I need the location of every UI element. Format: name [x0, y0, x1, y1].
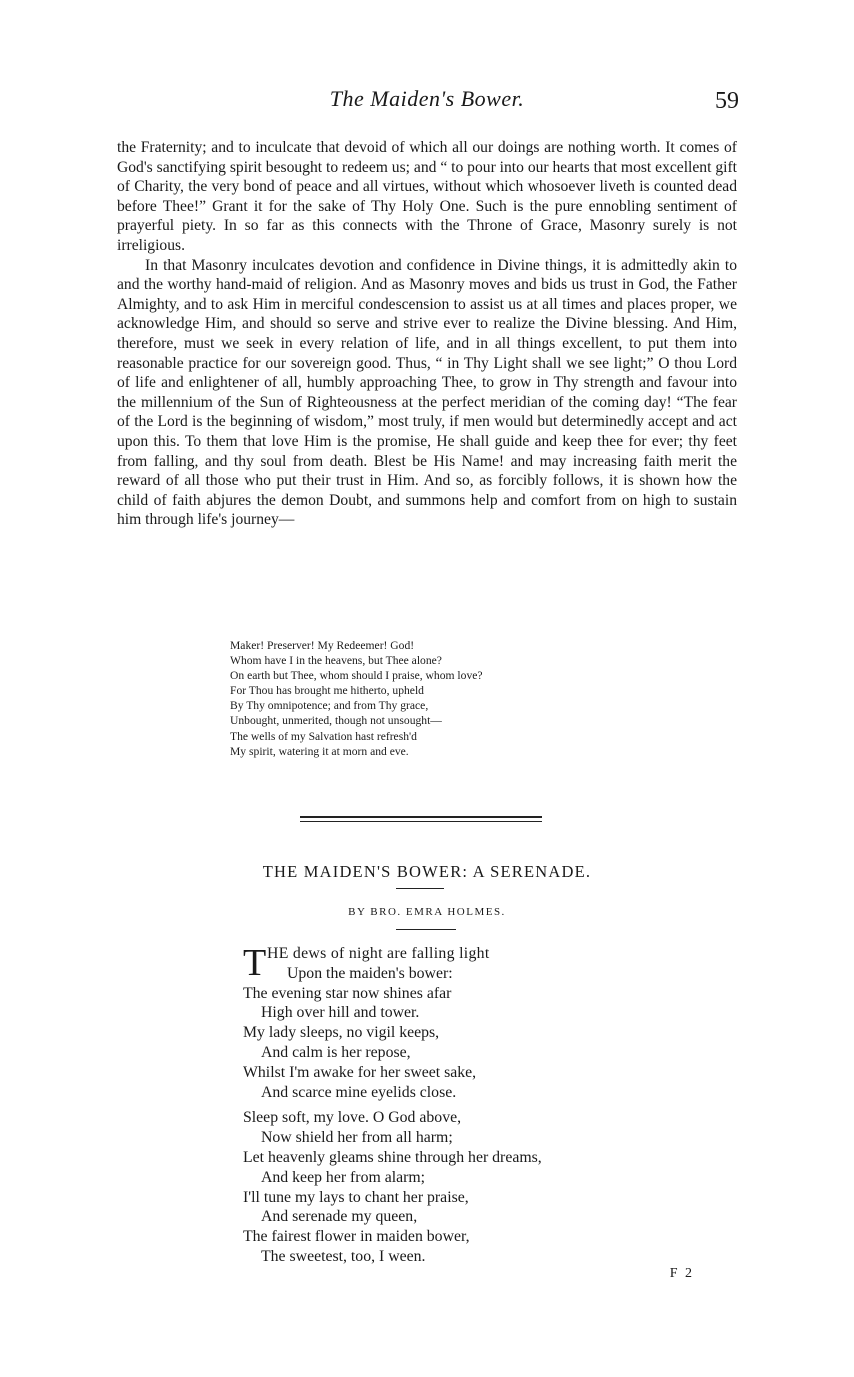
hymn-line: For Thou has brought me hitherto, upheld [230, 684, 424, 698]
byline-rule [396, 929, 456, 930]
signature-mark: F 2 [669, 1266, 694, 1281]
poem-line: Upon the maiden's bower: [287, 964, 453, 982]
hymn-line: Unbought, unmerited, though not unsought— [230, 714, 442, 728]
poem [243, 944, 663, 1267]
poem-line: The sweetest, too, I ween. [261, 1247, 426, 1265]
poem-line: HE dews of night are falling light [267, 945, 490, 962]
poem-line: I'll tune my lays to chant her praise, [243, 1188, 469, 1206]
poem-line: And keep her from alarm; [261, 1168, 426, 1186]
body-prose [117, 138, 737, 530]
hymn-line: By Thy omnipotence; and from Thy grace, [230, 699, 429, 713]
section-divider [300, 816, 542, 822]
poem-line: Now shield her from all harm; [261, 1129, 453, 1147]
title-rule [396, 888, 444, 889]
poem-line: And calm is her repose, [261, 1043, 411, 1061]
poem-line: Sleep soft, my love. O God above, [243, 1109, 462, 1127]
poem-line: The fairest flower in maiden bower, [243, 1228, 470, 1246]
poem-line: And scarce mine eyelids close. [261, 1083, 457, 1101]
page-number: 59 [715, 88, 739, 114]
poem-line: And serenade my queen, [261, 1208, 418, 1226]
poem-line: The evening star now shines afar [243, 984, 452, 1002]
hymn-line: On earth but Thee, whom should I praise, whom love? [230, 669, 483, 683]
running-title: The Maiden's Bower. [329, 86, 525, 111]
drop-cap: T [243, 942, 267, 984]
poem-line: High over hill and tower. [261, 1004, 420, 1022]
poem-line: Let heavenly gleams shine through her dreams, [243, 1148, 542, 1166]
article-title: THE MAIDEN'S BOWER: A SERENADE. [262, 862, 592, 881]
hymn-line: The wells of my Salvation hast refresh'd [230, 729, 417, 743]
byline: BY BRO. EMRA HOLMES. [348, 906, 506, 918]
running-head [0, 86, 854, 116]
paragraph-2: In that Masonry inculcates devotion and confidence in Divine things, it is admittedly akin to and the worthy hand-maid of religion. And as Masonry moves and bids us trust in God, the Father Almighty, and to ask Him in merciful condescension to assist us at all times and places proper, we acknowledge Him, and should so serve and strive ever to realize the Divine blessing. And Him, therefore, must we seek in every relation of life, and in all things excellent, to put them into reasonable practice for our sovereign good. Thus, “ in Thy Light shall we see light;” O thou Lord of life and enlightener of all, humbly approaching Thee, to grow in Thy strength and favour into the millennium of the Sun of Righteousness at the perfect meridian of the coming day! “The fear of the Lord is the beginning of wisdom,” most truly, if men would but determinedly accept and act upon this. To them that love Him is the promise, He shall guide and keep thee for ever; thy feet from falling, and thy soul from death. Blest be His Name! and may increasing faith merit the reward of all those who put their trust in Him. And so, as forcibly follows, it is shown how the child of faith abjures the demon Doubt, and summons help and comfort from on high to sustain him through life's journey— [117, 256, 737, 529]
poem-line: My lady sleeps, no vigil keeps, [243, 1024, 440, 1042]
poem-line: Whilst I'm awake for her sweet sake, [243, 1063, 477, 1081]
paragraph-1: the Fraternity; and to inculcate that devoid of which all our doings are nothing worth. It comes of God's sanctifying spirit besought to redeem us; and “ to pour into our hearts that most excellent gift of Charity, the very bond of peace and all virtues, without which whosoever liveth is counted dead before Thee!” Grant it for the sake of Thy Holy One. Such is the pure ennobling sentiment of prayerful piety. In so far as this connects with the Throne of Grace, Masonry surely is not irreligious. [117, 139, 737, 254]
hymn-line: My spirit, watering it at morn and eve. [230, 744, 409, 758]
hymn-line: Maker! Preserver! My Redeemer! God! [230, 639, 415, 652]
hymn-quotation [230, 638, 650, 759]
hymn-line: Whom have I in the heavens, but Thee alone? [230, 654, 442, 668]
